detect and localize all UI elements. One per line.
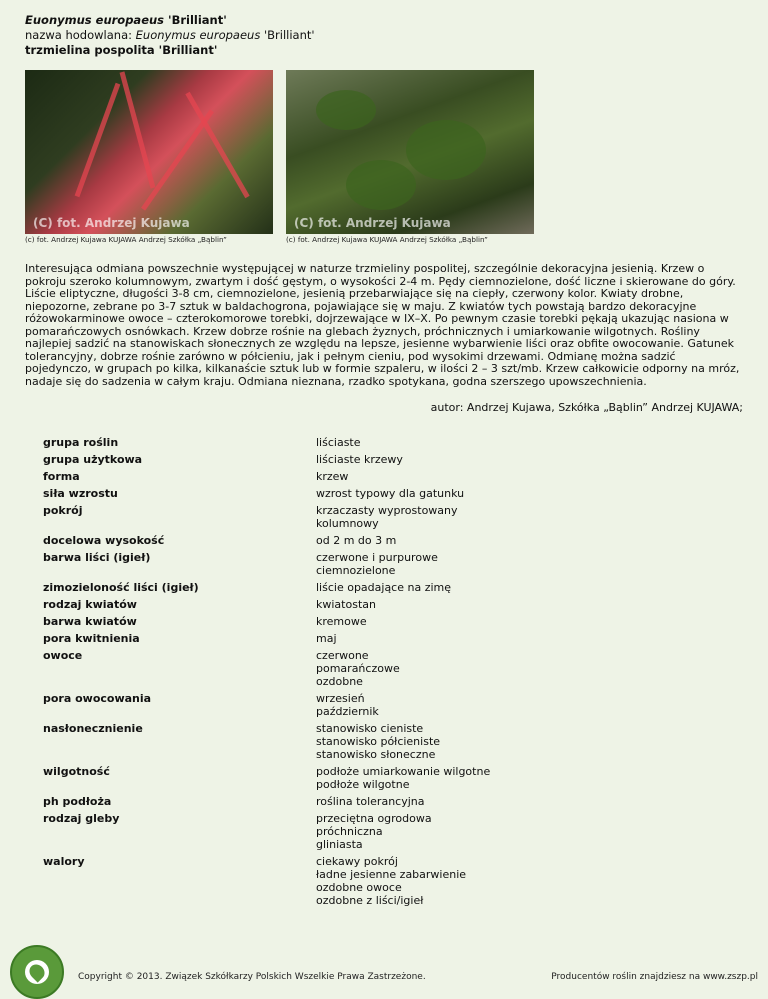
zszp-logo[interactable] [10,945,64,999]
property-row [43,581,563,594]
property-row [43,470,563,483]
plant-description: Interesująca odmiana powszechnie występującej w naturze trzmieliny pospolitej, szczególnie dekoracyjna jesienią. Krzew o pokroju szeroko kolumnowym, zwartym i dość gęstym, o wysokości 2-4 m. Pędy ciemnozielone, dość liczne i skierowane do góry. Liście eliptyczne, długości 3-8 cm, ciemnozielone, jesienią przebarwiające się na ciepły, czerwony kolor. Kwiaty drobne, niepozorne, zebrane po 3-7 sztuk w baldachogrona, pojawiające się w maju. Z kwiatów tych powstają bardzo dekoracyjne różowokarminowe owoce – czterokomorowe torebki, dojrzewające w IX–X. Po pewnym czasie torebki pękają ukazując nasiona w pomarańczowych osnówkach. Krzew dobrze rośnie na glebach żyznych, próchnicznych i umiarkowanie wilgotnych. Rośliny najlepiej sadzić na stanowiskach słonecznych ze względu na lepsze, jesienne wybarwienie liści oraz obfite owocowanie. Gatunek tolerancyjny, dobrze rośnie zarówno w półcieniu, jak i pełnym cieniu, pod wysokimi drzewami. Odmianę można sadzić pojedynczo, w grupach po kilka, kilkanaście sztuk lub w formie szpaleru, w ilości 2 – 3 szt/mb. Krzew całkowicie odporny na mróz, nadaje się do sadzenia w całym kraju. Odmiana nieznana, rzadko spotykana, godna szerszego upowszechnienia. [25,262,740,388]
property-label: grupa użytkowa [43,453,143,466]
property-value: stanowisko półcieniste [316,735,441,748]
property-row [43,453,563,466]
property-row [43,436,563,449]
property-row [43,855,563,907]
latin-name [25,13,315,28]
property-label: rodzaj gleby [43,812,120,825]
property-row [43,504,563,530]
property-label: nasłonecznienie [43,722,143,735]
property-label: walory [43,855,85,868]
producers-link[interactable]: Producentów roślin znajdziesz na www.zszp.pl [551,972,758,982]
property-row [43,649,563,688]
property-row [43,795,563,808]
properties-table [43,436,563,911]
property-value: próchniczna [316,825,383,838]
property-label: pokrój [43,504,83,517]
property-value: czerwone [316,649,369,662]
property-values [316,487,563,500]
copyright-text: Copyright © 2013. Związek Szkółkarzy Polskich Wszelkie Prawa Zastrzeżone. [78,972,426,982]
property-values [316,692,563,718]
property-value: ozdobne owoce [316,881,402,894]
property-row [43,487,563,500]
property-value: ciemnozielone [316,564,396,577]
cultivar-latin: Euonymus europaeus [135,28,261,42]
property-value: październik [316,705,379,718]
property-label: docelowa wysokość [43,534,165,547]
property-values [316,722,563,761]
photo-detail [346,160,416,210]
property-value: krzaczasty wyprostowany [316,504,458,517]
property-values [316,795,563,808]
property-row [43,812,563,851]
property-value: ozdobne [316,675,363,688]
plant-photo-summer[interactable] [286,70,534,234]
photo-detail [185,92,249,198]
author-line: autor: Andrzej Kujawa, Szkółka „Bąblin” Andrzej KUJAWA; [430,401,743,414]
property-label: owoce [43,649,83,662]
property-values [316,581,563,594]
property-value: kwiatostan [316,598,376,611]
property-value: krzew [316,470,349,483]
photo-watermark: (C) fot. Andrzej Kujawa [33,216,190,230]
property-row [43,615,563,628]
property-values [316,765,563,791]
property-label: wilgotność [43,765,110,778]
property-label: siła wzrostu [43,487,118,500]
property-value: ozdobne z liści/igieł [316,894,424,907]
property-values [316,598,563,611]
plant-photo-autumn[interactable] [25,70,273,234]
property-row [43,722,563,761]
photo-1[interactable] [25,70,273,244]
property-values [316,649,563,688]
property-value: roślina tolerancyjna [316,795,425,808]
property-value: podłoże wilgotne [316,778,410,791]
photo-caption: (c) fot. Andrzej Kujawa KUJAWA Andrzej Szkółka „Bąblin” [25,235,227,244]
property-row [43,534,563,547]
polish-name: trzmielina pospolita 'Brilliant' [25,43,218,57]
property-label: barwa liści (igieł) [43,551,151,564]
property-label: forma [43,470,80,483]
property-value: ciekawy pokrój [316,855,398,868]
property-values [316,615,563,628]
property-values [316,855,563,907]
property-label: zimozieloność liści (igieł) [43,581,199,594]
property-value: maj [316,632,337,645]
cultivar-prefix: nazwa hodowlana: [25,28,136,42]
property-label: pora owocowania [43,692,152,705]
property-label: pora kwitnienia [43,632,140,645]
cultivar-label: 'Brilliant' [260,28,315,42]
latin-cultivar: 'Brilliant' [168,13,227,27]
property-label: grupa roślin [43,436,119,449]
property-row [43,692,563,718]
property-values [316,504,563,530]
property-values [316,453,563,466]
photo-detail [406,120,486,180]
property-label: barwa kwiatów [43,615,137,628]
property-value: od 2 m do 3 m [316,534,397,547]
property-value: wrzesień [316,692,365,705]
property-values [316,632,563,645]
property-value: ładne jesienne zabarwienie [316,868,467,881]
photo-detail [75,83,121,197]
photo-watermark: (C) fot. Andrzej Kujawa [294,216,451,230]
property-value: czerwone i purpurowe [316,551,438,564]
property-values [316,551,563,577]
property-value: stanowisko cieniste [316,722,424,735]
plant-header [25,13,315,58]
property-values [316,470,563,483]
latin-genus: Euonymus europaeus [25,13,165,27]
property-values [316,812,563,851]
property-values [316,534,563,547]
property-value: liście opadające na zimę [316,581,452,594]
photo-2[interactable] [286,70,534,244]
property-value: podłoże umiarkowanie wilgotne [316,765,491,778]
property-value: kolumnowy [316,517,379,530]
property-value: przeciętna ogrodowa [316,812,432,825]
property-label: rodzaj kwiatów [43,598,137,611]
property-value: liściaste [316,436,361,449]
photo-detail [316,90,376,130]
cultivar-name [25,28,315,43]
property-value: stanowisko słoneczne [316,748,436,761]
property-row [43,551,563,577]
property-value: kremowe [316,615,367,628]
photo-caption: (c) fot. Andrzej Kujawa KUJAWA Andrzej Szkółka „Bąblin” [286,235,488,244]
property-value: wzrost typowy dla gatunku [316,487,465,500]
photo-detail [120,71,156,188]
property-row [43,765,563,791]
property-value: liściaste krzewy [316,453,403,466]
property-label: ph podłoża [43,795,112,808]
property-value: pomarańczowe [316,662,400,675]
property-row [43,598,563,611]
property-values [316,436,563,449]
property-value: gliniasta [316,838,363,851]
property-row [43,632,563,645]
